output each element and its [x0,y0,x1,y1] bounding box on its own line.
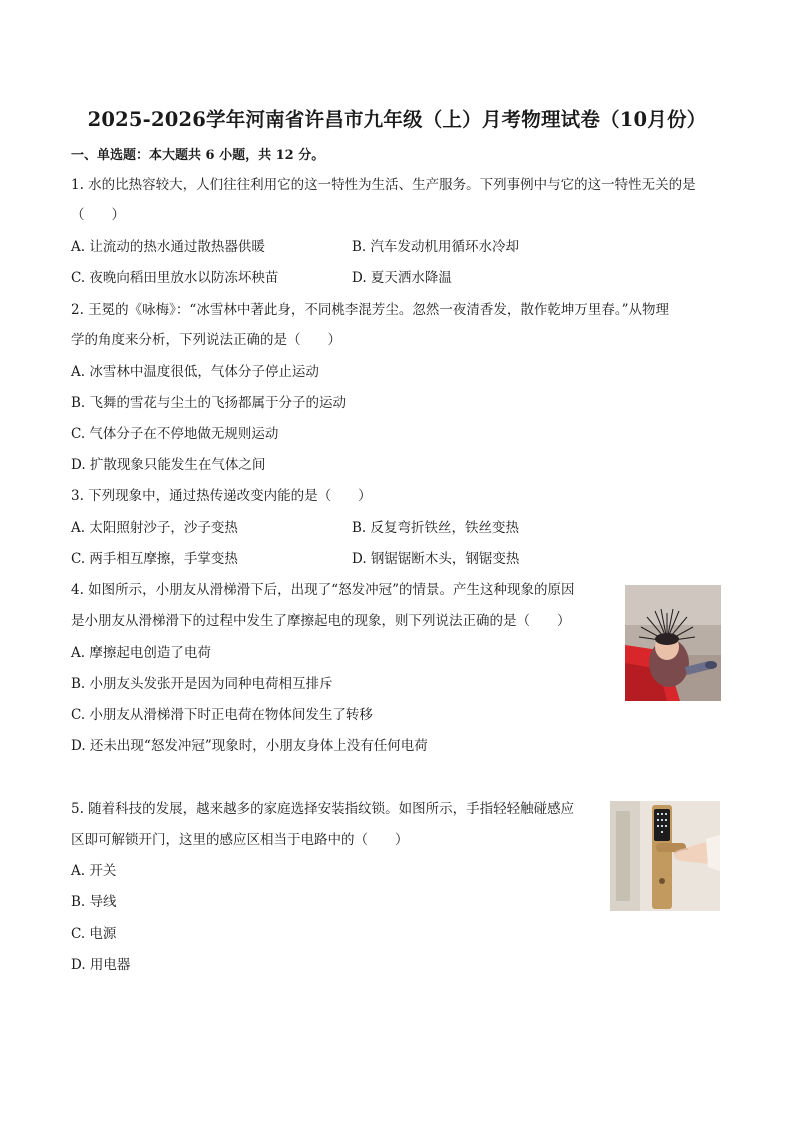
question-5-option-d: D. 用电器 [71,957,131,973]
question-4-option-a: A. 摩擦起电创造了电荷 [71,645,211,661]
question-3-text: 3. 下列现象中，通过热传递改变内能的是（ ） [71,488,372,504]
question-1-option-b: B. 汽车发动机用循环水冷却 [352,239,520,255]
question-4-text: 是小朋友从滑梯滑下的过程中发生了摩擦起电的现象，则下列说法正确的是（ ） [71,613,571,629]
question-2-option-b: B. 飞舞的雪花与尘土的飞扬都属于分子的运动 [71,395,347,411]
question-4-option-d: D. 还未出现“怒发冲冠”现象时，小朋友身体上没有任何电荷 [71,738,428,754]
exam-title: 2025-2026学年河南省许昌市九年级（上）月考物理试卷（10月份） [87,108,707,131]
question-1-option-d: D. 夏天洒水降温 [352,270,452,286]
question-5-text: 5. 随着科技的发展，越来越多的家庭选择安装指纹锁。如图所示，手指轻轻触碰感应 [71,801,575,817]
question-4-text: 4. 如图所示，小朋友从滑梯滑下后，出现了“怒发冲冠”的情景。产生这种现象的原因 [71,582,575,598]
question-1-option-a: A. 让流动的热水通过散热器供暖 [71,239,265,255]
question-3-option-d: D. 钢锯锯断木头，钢锯变热 [352,551,520,567]
fingerprint-lock-photo [610,801,720,911]
question-5-text: 区即可解锁开门，这里的感应区相当于电路中的（ ） [71,832,409,848]
static-hair-child-photo [625,585,721,701]
question-5-option-a: A. 开关 [71,863,117,879]
question-3-option-c: C. 两手相互摩擦，手掌变热 [71,551,238,567]
question-5-option-b: B. 导线 [71,894,117,910]
question-2-option-c: C. 气体分子在不停地做无规则运动 [71,426,279,442]
question-1-text: 1. 水的比热容较大，人们往往利用它的这一特性为生活、生产服务。下列事例中与它的这一特性无关的是 [71,177,696,193]
question-1-option-c: C. 夜晚向稻田里放水以防冻坏秧苗 [71,270,279,286]
question-2-text: 学的角度来分析，下列说法正确的是（ ） [71,332,341,348]
question-3-option-a: A. 太阳照射沙子，沙子变热 [71,520,238,536]
question-2-option-d: D. 扩散现象只能发生在气体之间 [71,457,266,473]
section-heading: 一、单选题：本大题共 6 小题，共 12 分。 [71,148,325,163]
question-5-option-c: C. 电源 [71,926,117,942]
question-3-option-b: B. 反复弯折铁丝，铁丝变热 [352,520,520,536]
question-2-option-a: A. 冰雪林中温度很低，气体分子停止运动 [71,364,319,380]
question-4-option-c: C. 小朋友从滑梯滑下时正电荷在物体间发生了转移 [71,707,373,723]
question-4-option-b: B. 小朋友头发张开是因为同种电荷相互排斥 [71,676,333,692]
question-1-text: （ ） [71,207,125,223]
question-2-text: 2. 王冕的《咏梅》：“冰雪林中著此身，不同桃李混芳尘。忽然一夜清香发，散作乾坤万里春。”从物理 [71,302,669,318]
